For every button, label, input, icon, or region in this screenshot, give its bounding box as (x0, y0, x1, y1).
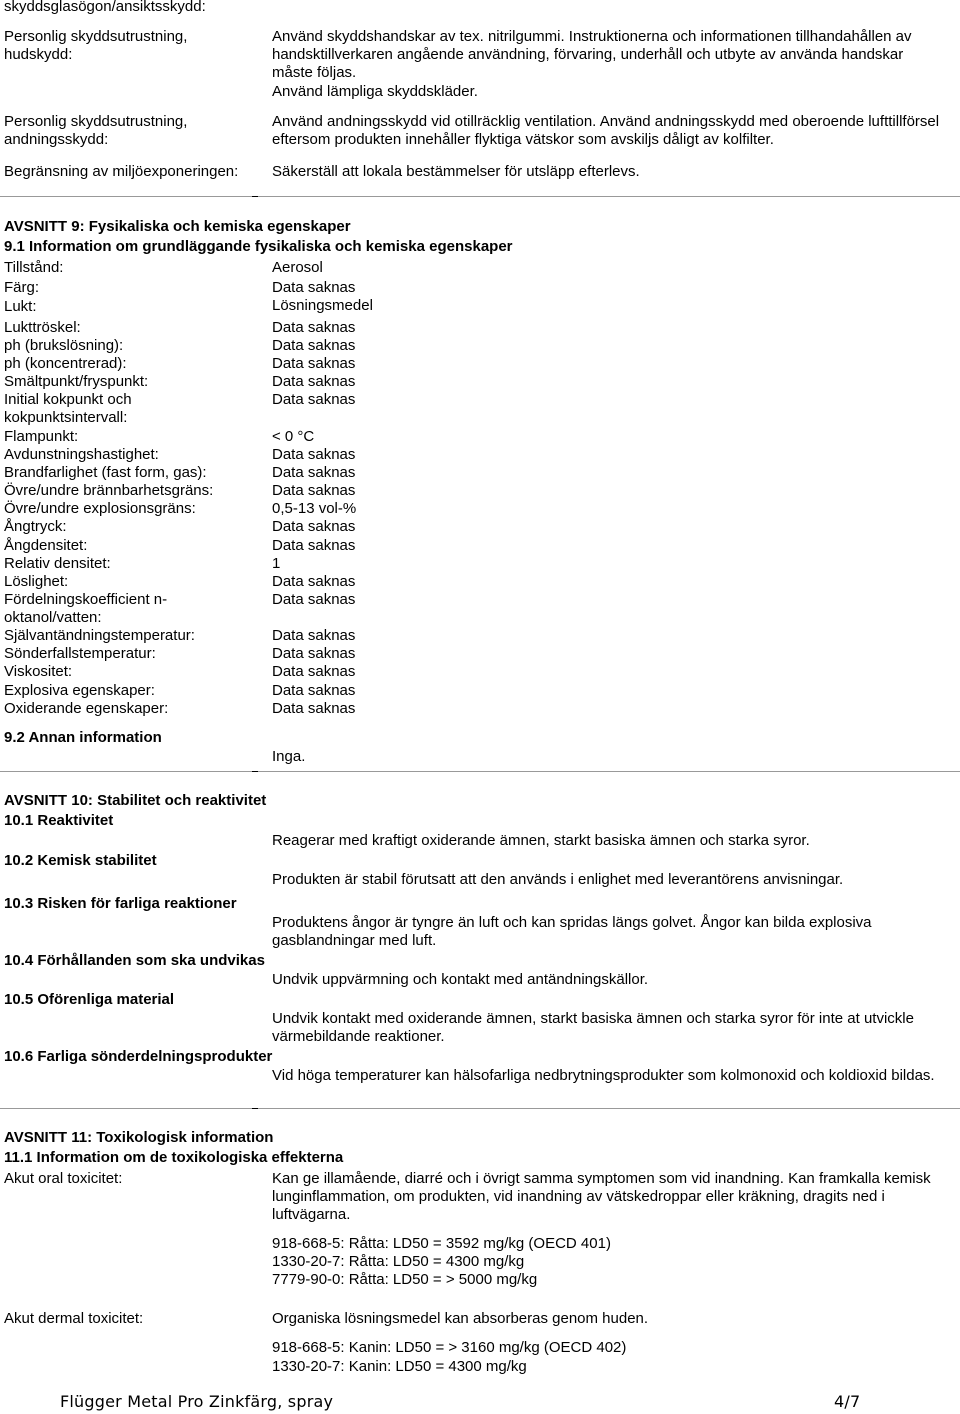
prop-value: Data saknas (272, 464, 356, 481)
prop-label: Oxiderande egenskaper: (4, 700, 169, 717)
prop-label: Löslighet: (4, 573, 69, 590)
prop-value: Data saknas (272, 319, 356, 336)
dermal-ld50-line: 918-668-5: Kanin: LD50 = > 3160 mg/kg (OECD 402) (272, 1339, 627, 1356)
prop-label: Ångdensitet: (4, 537, 88, 554)
section-10-title: AVSNITT 10: Stabilitet och reaktivitet (4, 792, 267, 809)
prop-label: Avdunstningshastighet: (4, 446, 159, 463)
ppe-respiratory-value: Använd andningsskydd vid otillräcklig ventilation. Använd andningsskydd med oberoende lufttillförsel eftersom produkten innehåller flyktiga vätskor som avskiljs dåligt av kolfilter. (272, 113, 940, 148)
prop-label: Smältpunkt/fryspunkt: (4, 373, 149, 390)
prop-label: Lukt: (4, 298, 37, 315)
ppe-eye-label-tail: skyddsglasögon/ansiktsskydd: (4, 0, 206, 15)
prop-value: Data saknas (272, 355, 356, 372)
prop-label: ph (brukslösning): (4, 337, 124, 354)
prop-label: Relativ densitet: (4, 555, 111, 572)
section-10-2-text: Produkten är stabil förutsatt att den används i enlighet med leverantörens anvisningar. (272, 871, 844, 888)
footer-product-name: Flügger Metal Pro Zinkfärg, spray (60, 1392, 334, 1411)
prop-value: 0,5-13 vol-% (272, 500, 357, 517)
prop-label: Sönderfallstemperatur: (4, 645, 156, 662)
section-10-2-heading: 10.2 Kemisk stabilitet (4, 852, 157, 869)
dermal-toxicity-text: Organiska lösningsmedel kan absorberas genom huden. (272, 1310, 649, 1327)
prop-value: Data saknas (272, 663, 356, 680)
section-9-2-heading: 9.2 Annan information (4, 729, 162, 746)
section-10-1-text: Reagerar med kraftigt oxiderande ämnen, starkt basiska ämnen och starka syror. (272, 832, 810, 849)
prop-value: Lösningsmedel (272, 297, 373, 314)
prop-value: Data saknas (272, 391, 356, 408)
oral-ld50-line: 1330-20-7: Råtta: LD50 = 4300 mg/kg (272, 1253, 525, 1270)
prop-label: Självantändningstemperatur: (4, 627, 195, 644)
prop-value: Data saknas (272, 682, 356, 699)
prop-value: Data saknas (272, 573, 356, 590)
prop-value: Data saknas (272, 482, 356, 499)
section-10-6-text: Vid höga temperaturer kan hälsofarliga nedbrytningsprodukter som kolmonoxid och koldioxid bildas. (272, 1067, 935, 1084)
section-9-1-heading: 9.1 Information om grundläggande fysikaliska och kemiska egenskaper (4, 238, 513, 255)
section-11-title: AVSNITT 11: Toxikologisk information (4, 1129, 274, 1146)
dermal-toxicity-label: Akut dermal toxicitet: (4, 1310, 144, 1327)
prop-label: Färg: (4, 279, 40, 296)
section-10-1-heading: 10.1 Reaktivitet (4, 812, 114, 829)
prop-label: Viskositet: (4, 663, 73, 680)
section-divider (0, 771, 960, 772)
section-divider (0, 196, 960, 197)
prop-value: Data saknas (272, 337, 356, 354)
divider-tick (252, 196, 258, 197)
ppe-respiratory-label: Personlig skyddsutrustning, andningsskydd: (4, 113, 188, 148)
dermal-ld50-line: 1330-20-7: Kanin: LD50 = 4300 mg/kg (272, 1358, 527, 1375)
prop-value: Data saknas (272, 700, 356, 717)
env-exposure-value: Säkerställ att lokala bestämmelser för utsläpp efterlevs. (272, 163, 640, 180)
section-10-4-heading: 10.4 Förhållanden som ska undvikas (4, 952, 265, 969)
env-exposure-label: Begränsning av miljöexponeringen: (4, 163, 239, 180)
oral-ld50-line: 7779-90-0: Råtta: LD50 = > 5000 mg/kg (272, 1271, 538, 1288)
ppe-skin-label: Personlig skyddsutrustning, hudskydd: (4, 28, 188, 63)
prop-value: Data saknas (272, 373, 356, 390)
section-9-2-value: Inga. (272, 748, 306, 765)
prop-value: Data saknas (272, 591, 356, 608)
section-10-5-heading: 10.5 Oförenliga material (4, 991, 175, 1008)
section-10-3-text: Produktens ångor är tyngre än luft och kan spridas längs golvet. Ångor kan bilda explosiva gasblandningar med luft. (272, 914, 872, 949)
prop-label: Initial kokpunkt och kokpunktsintervall: (4, 391, 132, 426)
prop-label: Brandfarlighet (fast form, gas): (4, 464, 207, 481)
section-10-6-heading: 10.6 Farliga sönderdelningsprodukter (4, 1048, 273, 1065)
prop-value: Data saknas (272, 627, 356, 644)
prop-value: 1 (272, 555, 281, 572)
ppe-clothing-value: Använd lämpliga skyddskläder. (272, 83, 478, 100)
footer-page-number: 4/7 (834, 1392, 861, 1411)
section-10-5-text: Undvik kontakt med oxiderande ämnen, starkt basiska ämnen och starka syror för inte at utvickle värmebildande reaktioner. (272, 1010, 914, 1045)
prop-value: Data saknas (272, 518, 356, 535)
oral-toxicity-text: Kan ge illamående, diarré och i övrigt samma symptomen som vid inandning. Kan framkalla kemisk lunginflammation, om produkten, vid inandning av vätskedroppar eller kräkning, dragits ned i luftvägarna. (272, 1170, 931, 1223)
prop-value: Data saknas (272, 279, 356, 296)
prop-value: Data saknas (272, 645, 356, 662)
prop-value: Data saknas (272, 446, 356, 463)
divider-tick (252, 1108, 258, 1109)
prop-label: Flampunkt: (4, 428, 79, 445)
prop-value: Data saknas (272, 537, 356, 554)
section-10-3-heading: 10.3 Risken för farliga reaktioner (4, 895, 237, 912)
prop-value: < 0 °C (272, 428, 315, 445)
prop-label: ph (koncentrerad): (4, 355, 127, 372)
prop-label: Explosiva egenskaper: (4, 682, 155, 699)
oral-ld50-line: 918-668-5: Råtta: LD50 = 3592 mg/kg (OECD 401) (272, 1235, 611, 1252)
ppe-skin-value: Använd skyddshandskar av tex. nitrilgummi. Instruktionerna och informationen tillhandahållen av handsktillverkaren angående användning, förvaring, underhåll och utbyte av använda handskar måste följas. (272, 28, 912, 81)
prop-label: Lukttröskel: (4, 319, 81, 336)
prop-label: Fördelningskoefficient n-oktanol/vatten: (4, 591, 168, 626)
section-11-1-heading: 11.1 Information om de toxikologiska effekterna (4, 1149, 344, 1166)
divider-tick (252, 771, 258, 772)
section-10-4-text: Undvik uppvärmning och kontakt med antändningskällor. (272, 971, 649, 988)
prop-label: Övre/undre explosionsgräns: (4, 500, 196, 517)
prop-label: Tillstånd: (4, 259, 64, 276)
prop-label: Övre/undre brännbarhetsgräns: (4, 482, 214, 499)
section-9-title: AVSNITT 9: Fysikaliska och kemiska egenskaper (4, 218, 351, 235)
oral-toxicity-label: Akut oral toxicitet: (4, 1170, 123, 1187)
prop-label: Ångtryck: (4, 518, 67, 535)
section-divider (0, 1108, 960, 1109)
prop-value: Aerosol (272, 259, 323, 276)
